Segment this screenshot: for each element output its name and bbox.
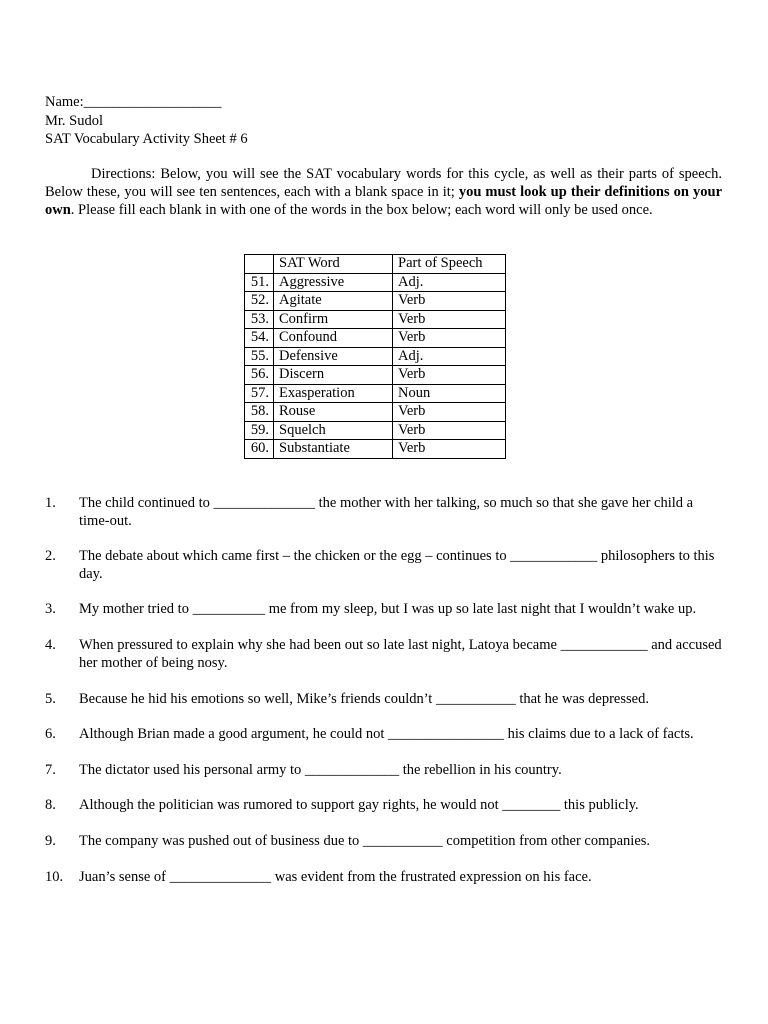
header <box>45 93 248 149</box>
row-word: Confound <box>274 329 393 348</box>
directions-text-1: Directions: Below, you will see the SAT vocabulary words for this cycle, as well as their parts of speech. Below these, you will see ten sentences, each with a blank space in it; <box>45 166 722 200</box>
directions-paragraph <box>45 165 722 219</box>
table-row <box>245 421 506 440</box>
table-row <box>245 292 506 311</box>
row-pos: Verb <box>393 329 506 348</box>
row-word: Rouse <box>274 403 393 422</box>
table-row <box>245 384 506 403</box>
directions-text-2: . Please fill each blank in with one of the words in the box below; each word will only be used once. <box>70 202 653 218</box>
table-row <box>245 440 506 459</box>
row-number: 51. <box>245 273 274 292</box>
row-pos: Adj. <box>393 347 506 366</box>
row-word: Defensive <box>274 347 393 366</box>
row-pos: Verb <box>393 440 506 459</box>
question-item <box>45 547 725 583</box>
row-word: Confirm <box>274 310 393 329</box>
question-number: 7. <box>45 762 56 778</box>
question-text: Although the politician was rumored to support gay rights, he would not ________ this publicly. <box>79 797 639 813</box>
question-number: 3. <box>45 601 56 617</box>
question-number: 9. <box>45 833 56 849</box>
question-number: 4. <box>45 637 56 653</box>
row-number: 55. <box>245 347 274 366</box>
row-word: Exasperation <box>274 384 393 403</box>
row-number: 52. <box>245 292 274 311</box>
row-word: Discern <box>274 366 393 385</box>
name-line: Name:___________________ <box>45 94 222 110</box>
question-number: 6. <box>45 726 56 742</box>
question-text: My mother tried to __________ me from my sleep, but I was up so late last night that I wouldn’t wake up. <box>79 601 697 617</box>
question-item <box>45 832 725 850</box>
vocabulary-table <box>244 254 506 459</box>
table-row <box>245 329 506 348</box>
question-number: 1. <box>45 495 56 511</box>
header-number <box>245 255 274 274</box>
row-number: 57. <box>245 384 274 403</box>
row-word: Squelch <box>274 421 393 440</box>
row-word: Aggressive <box>274 273 393 292</box>
question-text: Because he hid his emotions so well, Mike’s friends couldn’t ___________ that he was depressed. <box>79 691 649 707</box>
row-pos: Verb <box>393 310 506 329</box>
question-item <box>45 725 725 743</box>
directions-bold: you must look up their definitions on your own <box>45 184 722 218</box>
question-item <box>45 761 725 779</box>
question-item <box>45 796 725 814</box>
sheet-title: SAT Vocabulary Activity Sheet # 6 <box>45 131 248 147</box>
question-item <box>45 868 725 886</box>
row-number: 58. <box>245 403 274 422</box>
row-number: 60. <box>245 440 274 459</box>
question-number: 2. <box>45 548 56 564</box>
table-header-row <box>245 255 506 274</box>
row-number: 53. <box>245 310 274 329</box>
row-pos: Verb <box>393 421 506 440</box>
question-item <box>45 494 725 530</box>
question-text: Although Brian made a good argument, he could not ________________ his claims due to a lack of facts. <box>79 726 694 742</box>
question-text: The company was pushed out of business due to ___________ competition from other companies. <box>79 833 651 849</box>
table-row <box>245 310 506 329</box>
teacher-name: Mr. Sudol <box>45 112 104 129</box>
question-number: 10. <box>45 869 64 885</box>
row-pos: Adj. <box>393 273 506 292</box>
header-sat-word: SAT Word <box>274 255 393 274</box>
row-pos: Verb <box>393 292 506 311</box>
question-item <box>45 636 725 672</box>
row-number: 59. <box>245 421 274 440</box>
question-text: The dictator used his personal army to _____________ the rebellion in his country. <box>79 762 562 778</box>
row-pos: Noun <box>393 384 506 403</box>
header-part-of-speech: Part of Speech <box>393 255 506 274</box>
row-word: Agitate <box>274 292 393 311</box>
row-pos: Verb <box>393 366 506 385</box>
question-text: The debate about which came first – the chicken or the egg – continues to ____________ philosophers to this day. <box>79 548 715 582</box>
table-row <box>245 366 506 385</box>
row-word: Substantiate <box>274 440 393 459</box>
question-item <box>45 600 725 618</box>
question-text: The child continued to ______________ the mother with her talking, so much so that she gave her child a time-out. <box>79 495 694 529</box>
question-number: 5. <box>45 691 56 707</box>
question-text: Juan’s sense of ______________ was evident from the frustrated expression on his face. <box>79 869 592 885</box>
row-number: 56. <box>245 366 274 385</box>
table-row <box>245 347 506 366</box>
table-row <box>245 273 506 292</box>
question-text: When pressured to explain why she had been out so late last night, Latoya became ____________ and accused her mother of being nosy. <box>79 637 722 671</box>
row-pos: Verb <box>393 403 506 422</box>
row-number: 54. <box>245 329 274 348</box>
question-number: 8. <box>45 797 56 813</box>
table-row <box>245 403 506 422</box>
question-item <box>45 690 725 708</box>
